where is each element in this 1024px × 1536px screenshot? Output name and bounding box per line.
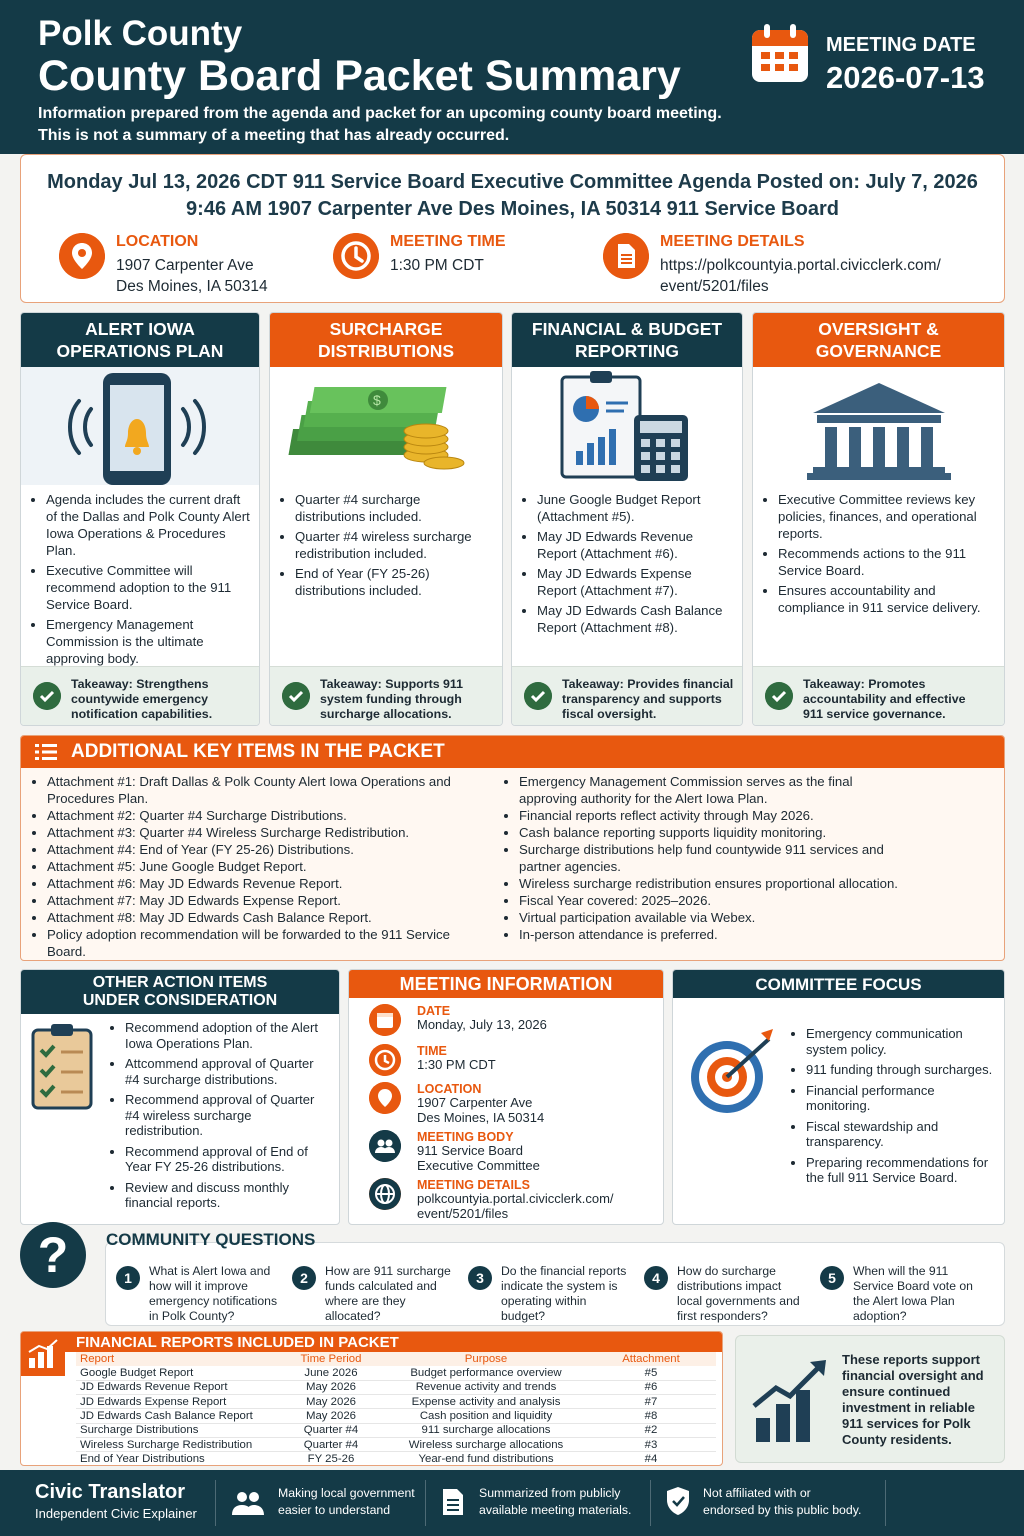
footer-item-3-line-2: endorsed by this public body. [703, 1503, 862, 1517]
footer-item-1-line-2: easier to understand [278, 1503, 391, 1517]
financial-side-note [735, 1335, 1005, 1463]
table-cell: #8 [586, 1409, 716, 1423]
report-calculator-icon [512, 367, 743, 485]
meeting-date-label: MEETING DATE [826, 34, 976, 56]
list-item: • Policy adoption recommendation will be forwarded to the 911 Service Board. [47, 926, 471, 960]
target-icon [681, 1025, 781, 1115]
card-title [21, 313, 259, 367]
list-item: • Emergency Management Commission is the ultimate approving body. [46, 616, 251, 667]
section-title: COMMUNITY QUESTIONS [106, 1230, 316, 1249]
question-number: 4 [644, 1266, 668, 1290]
phone-bell-icon [21, 367, 260, 485]
question-text: How are 911 surcharge funds calculated and where are they allocated? [325, 1264, 451, 1323]
table-cell: #6 [586, 1380, 716, 1394]
card-title-line-1: ALERT IOWA [85, 319, 195, 339]
list-item: • June Google Budget Report (Attachment #5). [537, 491, 734, 525]
section-title: COMMITTEE FOCUS [673, 970, 1004, 998]
section-title [21, 970, 339, 1014]
key-items-left [21, 773, 471, 960]
footer-item-2-line-1: Summarized from publicly [479, 1486, 621, 1500]
question-text: How do surcharge distributions impact local governments and first responders? [677, 1264, 800, 1323]
table-row [76, 1395, 716, 1409]
clock-icon [333, 233, 379, 279]
takeaway-text: Takeaway: Promotes accountability and effective 911 service governance. [803, 677, 966, 721]
location-line-2: Des Moines, IA 50314 [417, 1109, 545, 1125]
table-cell: Quarter #4 [276, 1437, 386, 1451]
card-title-line-2: OPERATIONS PLAN [56, 341, 224, 361]
card-takeaway [753, 666, 1004, 725]
location-line-1: 1907 Carpenter Ave [116, 257, 254, 274]
table-cell: JD Edwards Expense Report [76, 1395, 276, 1409]
table-cell: May 2026 [276, 1380, 386, 1394]
table-body [76, 1366, 716, 1466]
column-header: Time Period [276, 1352, 386, 1366]
card-items [270, 485, 502, 599]
table-cell: Google Budget Report [76, 1366, 276, 1380]
checkmark-icon [33, 682, 61, 710]
table-cell: #7 [586, 1395, 716, 1409]
list-item: • May JD Edwards Expense Report (Attachment #7). [537, 565, 734, 599]
list-item: • Attachment #3: Quarter #4 Wireless Surcharge Redistribution. [47, 824, 471, 841]
column-header: Purpose [386, 1352, 586, 1366]
section-title-line-2: UNDER CONSIDERATION [82, 992, 278, 1009]
list-item: • Recommend approval of Quarter #4 wireless surcharge redistribution. [125, 1092, 330, 1139]
location-line-2: Des Moines, IA 50314 [116, 278, 268, 295]
list-item: • End of Year (FY 25-26) distributions included. [295, 565, 494, 599]
checkmark-icon [765, 682, 793, 710]
details-label: MEETING DETAILS [417, 1178, 530, 1192]
list-item: • Attcommend approval of Quarter #4 surcharge distributions. [125, 1056, 330, 1087]
list-item: • Recommend adoption of the Alert Iowa Operations Plan. [125, 1020, 330, 1051]
footer-item-3 [703, 1485, 861, 1519]
body-value [417, 1144, 540, 1173]
list-item: • Quarter #4 surcharge distributions included. [295, 491, 494, 525]
body-label: MEETING BODY [417, 1130, 514, 1144]
list-item: • Attachment #1: Draft Dallas & Polk County Alert Iowa Operations and Procedures Plan. [47, 773, 471, 807]
takeaway-text: Takeaway: Supports 911 system funding through surcharge allocations. [320, 677, 464, 721]
footer-divider [425, 1480, 426, 1526]
table-cell: JD Edwards Cash Balance Report [76, 1409, 276, 1423]
reports-table [76, 1352, 716, 1466]
footer-brand: Civic Translator [35, 1481, 186, 1503]
question-text: When will the 911 Service Board vote on the Alert Iowa Plan adoption? [853, 1264, 973, 1323]
list-item: • Executive Committee will recommend adoption to the 911 Service Board. [46, 562, 251, 613]
location-label: LOCATION [417, 1082, 482, 1096]
list-item: • Attachment #7: May JD Edwards Expense Report. [47, 892, 471, 909]
card-title [753, 313, 1004, 367]
people-icon [232, 1490, 264, 1516]
shield-check-icon [666, 1486, 690, 1516]
table-cell: JD Edwards Revenue Report [76, 1380, 276, 1394]
globe-icon [369, 1178, 401, 1210]
location-pin-icon [59, 233, 105, 279]
card-surcharge [269, 312, 503, 726]
list-item: • Executive Committee reviews key policies, finances, and operational reports. [778, 491, 996, 542]
list-item: • Attachment #6: May JD Edwards Revenue Report. [47, 875, 471, 892]
table-cell: Wireless surcharge allocations [386, 1437, 586, 1451]
community-questions [20, 1227, 1005, 1326]
additional-key-items [20, 735, 1005, 961]
section-title-line-1: OTHER ACTION ITEMS [92, 974, 268, 991]
details-link-line-1[interactable]: https://polkcountyia.portal.civicclerk.com/ [660, 257, 941, 274]
table-cell: Revenue activity and trends [386, 1380, 586, 1394]
section-title: FINANCIAL REPORTS INCLUDED IN PACKET [21, 1332, 722, 1352]
committee-focus [672, 969, 1005, 1225]
details-link[interactable] [660, 255, 941, 297]
table-cell: Budget performance overview [386, 1366, 586, 1380]
list-item: • Virtual participation available via Webex. [519, 909, 913, 926]
table-cell: #3 [586, 1437, 716, 1451]
card-illustration [512, 367, 742, 485]
growth-chart-icon [750, 1354, 834, 1446]
list-item: • Fiscal Year covered: 2025–2026. [519, 892, 913, 909]
meeting-banner [20, 154, 1005, 303]
table-row [76, 1409, 716, 1423]
list-item: • Agenda includes the current draft of the Dallas and Polk County Alert Iowa Operations & Procedures Plan. [46, 491, 251, 559]
card-takeaway [512, 666, 742, 725]
checkmark-icon [282, 682, 310, 710]
table-cell: #2 [586, 1423, 716, 1437]
meeting-information [348, 969, 664, 1225]
table-cell: Expense activity and analysis [386, 1395, 586, 1409]
card-title-line-2: DISTRIBUTIONS [317, 341, 455, 361]
card-title-line-1: OVERSIGHT & [818, 319, 939, 339]
card-illustration [753, 367, 1004, 485]
location-value [417, 1096, 544, 1125]
list-icon [35, 743, 57, 761]
table-row [76, 1366, 716, 1380]
column-header: Attachment [586, 1352, 716, 1366]
takeaway-text: Takeaway: Strengthens countywide emergency notification capabilities. [71, 677, 213, 721]
table-row [76, 1437, 716, 1451]
table-row [76, 1423, 716, 1437]
location-value [116, 255, 268, 297]
calendar-icon [369, 1004, 401, 1036]
checkmark-icon [524, 682, 552, 710]
card-oversight [752, 312, 1005, 726]
card-title [270, 313, 502, 367]
table-cell: May 2026 [276, 1395, 386, 1409]
list-item: • 911 funding through surcharges. [806, 1062, 996, 1078]
body-line-2: Executive Committee [417, 1157, 540, 1173]
list-item: • Preparing recommendations for the full 911 Service Board. [806, 1155, 996, 1186]
money-icon [270, 367, 503, 485]
table-cell: May 2026 [276, 1409, 386, 1423]
footer-item-2-line-2: available meeting materials. [479, 1503, 632, 1517]
list-item: • Surcharge distributions help fund countywide 911 services and partner agencies. [519, 841, 913, 875]
table-cell: June 2026 [276, 1366, 386, 1380]
card-title-line-2: REPORTING [574, 341, 680, 361]
question-text: Do the financial reports indicate the system is operating within budget? [501, 1264, 627, 1323]
time-value: 1:30 PM CDT [390, 257, 484, 274]
card-title [512, 313, 742, 367]
card-takeaway [21, 666, 259, 725]
location-line-1: 1907 Carpenter Ave [417, 1095, 533, 1110]
list-item: • Fiscal stewardship and transparency. [806, 1119, 996, 1150]
list-item: • Recommend approval of End of Year FY 25-26 distributions. [125, 1144, 330, 1175]
list-item: • Attachment #4: End of Year (FY 25-26) Distributions. [47, 841, 471, 858]
question-number: 3 [468, 1266, 492, 1290]
question-number: 5 [820, 1266, 844, 1290]
question-number: 1 [116, 1266, 140, 1290]
checklist-clipboard-icon [29, 1022, 99, 1112]
key-items-right [493, 773, 913, 943]
list-item: • Emergency communication system policy. [806, 1026, 996, 1057]
bar-chart-icon [21, 1332, 65, 1376]
banner-line-1: Monday Jul 13, 2026 CDT 911 Service Board Executive Committee Agenda Posted on: July 7, 2026 [47, 171, 978, 193]
time-label: TIME [417, 1044, 447, 1058]
details-link-line-1[interactable]: polkcountyia.portal.civicclerk.com/ [417, 1191, 614, 1206]
action-items-list [125, 1020, 330, 1216]
meeting-date: 2026-07-13 [826, 60, 985, 95]
list-item: • Quarter #4 wireless surcharge redistribution included. [295, 528, 494, 562]
card-title-line-2: GOVERNANCE [815, 341, 942, 361]
table-cell: Year-end fund distributions [386, 1452, 586, 1466]
list-item: • Ensures accountability and compliance in 911 service delivery. [778, 582, 996, 616]
section-title: ADDITIONAL KEY ITEMS IN THE PACKET [21, 736, 1004, 768]
side-note-text: These reports support financial oversight and ensure continued investment in reliable 911 services for Polk County residents. [842, 1352, 984, 1447]
card-takeaway [270, 666, 502, 725]
county-name: Polk County [38, 14, 243, 53]
date-label: DATE [417, 1004, 451, 1018]
list-item: • Emergency Management Commission serves as the final approving authority for the Alert Iowa Plan. [519, 773, 913, 807]
list-item: • May JD Edwards Revenue Report (Attachment #6). [537, 528, 734, 562]
document-icon [442, 1488, 464, 1516]
card-illustration [270, 367, 502, 485]
card-items [753, 485, 1004, 616]
card-alert-iowa [20, 312, 260, 726]
details-label: MEETING DETAILS [660, 233, 805, 250]
details-link-line-2[interactable]: event/5201/files [417, 1205, 509, 1221]
location-pin-icon [369, 1082, 401, 1114]
people-icon [369, 1130, 401, 1162]
list-item: • Attachment #5: June Google Budget Report. [47, 858, 471, 875]
clock-icon [369, 1044, 401, 1076]
body-line-1: 911 Service Board [417, 1143, 523, 1158]
footer-item-3-line-1: Not affiliated with or [703, 1486, 811, 1500]
location-label: LOCATION [116, 233, 199, 250]
takeaway-text: Takeaway: Provides financial transparency and supports fiscal oversight. [562, 677, 734, 721]
table-header-row [76, 1352, 716, 1366]
table-cell: End of Year Distributions [76, 1452, 276, 1466]
list-item: • Recommends actions to the 911 Service Board. [778, 545, 996, 579]
list-item: • Attachment #8: May JD Edwards Cash Balance Report. [47, 909, 471, 926]
table-cell: Quarter #4 [276, 1423, 386, 1437]
banner-line-2: 9:46 AM 1907 Carpenter Ave Des Moines, IA 50314 911 Service Board [186, 198, 839, 220]
table-cell: Cash position and liquidity [386, 1409, 586, 1423]
list-item: • Attachment #2: Quarter #4 Surcharge Distributions. [47, 807, 471, 824]
list-item: • Financial performance monitoring. [806, 1083, 996, 1114]
calendar-icon [750, 22, 810, 84]
card-items [21, 485, 259, 667]
question-text: What is Alert Iowa and how will it improve emergency notifications in Polk County? [149, 1264, 278, 1323]
list-item: • Wireless surcharge redistribution ensures proportional allocation. [519, 875, 913, 892]
table-cell: 911 surcharge allocations [386, 1423, 586, 1437]
list-item: • May JD Edwards Cash Balance Report (Attachment #8). [537, 602, 734, 636]
financial-reports-table [20, 1331, 723, 1466]
card-illustration [21, 367, 259, 485]
date-value: Monday, July 13, 2026 [417, 1017, 547, 1032]
column-header: Report [76, 1352, 276, 1366]
table-cell: Surcharge Distributions [76, 1423, 276, 1437]
page-subtitle: Information prepared from the agenda and packet for an upcoming county board meeting. This is not a summary of a meeting that has already occurred. [38, 105, 722, 144]
details-link-line-2[interactable]: event/5201/files [660, 278, 769, 295]
table-cell: FY 25-26 [276, 1452, 386, 1466]
footer-divider [885, 1480, 886, 1526]
section-title: MEETING INFORMATION [349, 970, 663, 998]
table-row [76, 1452, 716, 1466]
time-value: 1:30 PM CDT [417, 1057, 496, 1072]
table-row [76, 1380, 716, 1394]
footer-divider [215, 1480, 216, 1526]
svg-text:$: $ [373, 392, 381, 408]
table-cell: #4 [586, 1452, 716, 1466]
table-cell: Wireless Surcharge Redistribution [76, 1437, 276, 1451]
list-item: • Financial reports reflect activity through May 2026. [519, 807, 913, 824]
footer-item-1-line-1: Making local government [278, 1486, 415, 1500]
table-cell: #5 [586, 1366, 716, 1380]
card-title-line-1: FINANCIAL & BUDGET [531, 319, 723, 339]
card-items [512, 485, 742, 636]
time-label: MEETING TIME [390, 233, 506, 250]
other-action-items [20, 969, 340, 1225]
footer [0, 1470, 1024, 1536]
footer-item-2 [479, 1485, 631, 1519]
government-building-icon [753, 367, 1005, 485]
footer-item-1 [278, 1485, 415, 1519]
question-number: 2 [292, 1266, 316, 1290]
page-title: County Board Packet Summary [38, 52, 681, 100]
header [0, 0, 1024, 154]
list-item: • Cash balance reporting supports liquidity monitoring. [519, 824, 913, 841]
details-link[interactable] [417, 1192, 614, 1221]
focus-items-list [806, 1026, 996, 1191]
footer-tagline: Independent Civic Explainer [35, 1506, 197, 1521]
card-financial [511, 312, 743, 726]
card-title-line-1: SURCHARGE [329, 319, 443, 339]
question-mark-icon: ? [20, 1222, 86, 1288]
list-item: • In-person attendance is preferred. [519, 926, 913, 943]
footer-divider [650, 1480, 651, 1526]
list-item: • Review and discuss monthly financial reports. [125, 1180, 330, 1211]
banner-headline [21, 169, 1004, 223]
document-icon [603, 233, 649, 279]
